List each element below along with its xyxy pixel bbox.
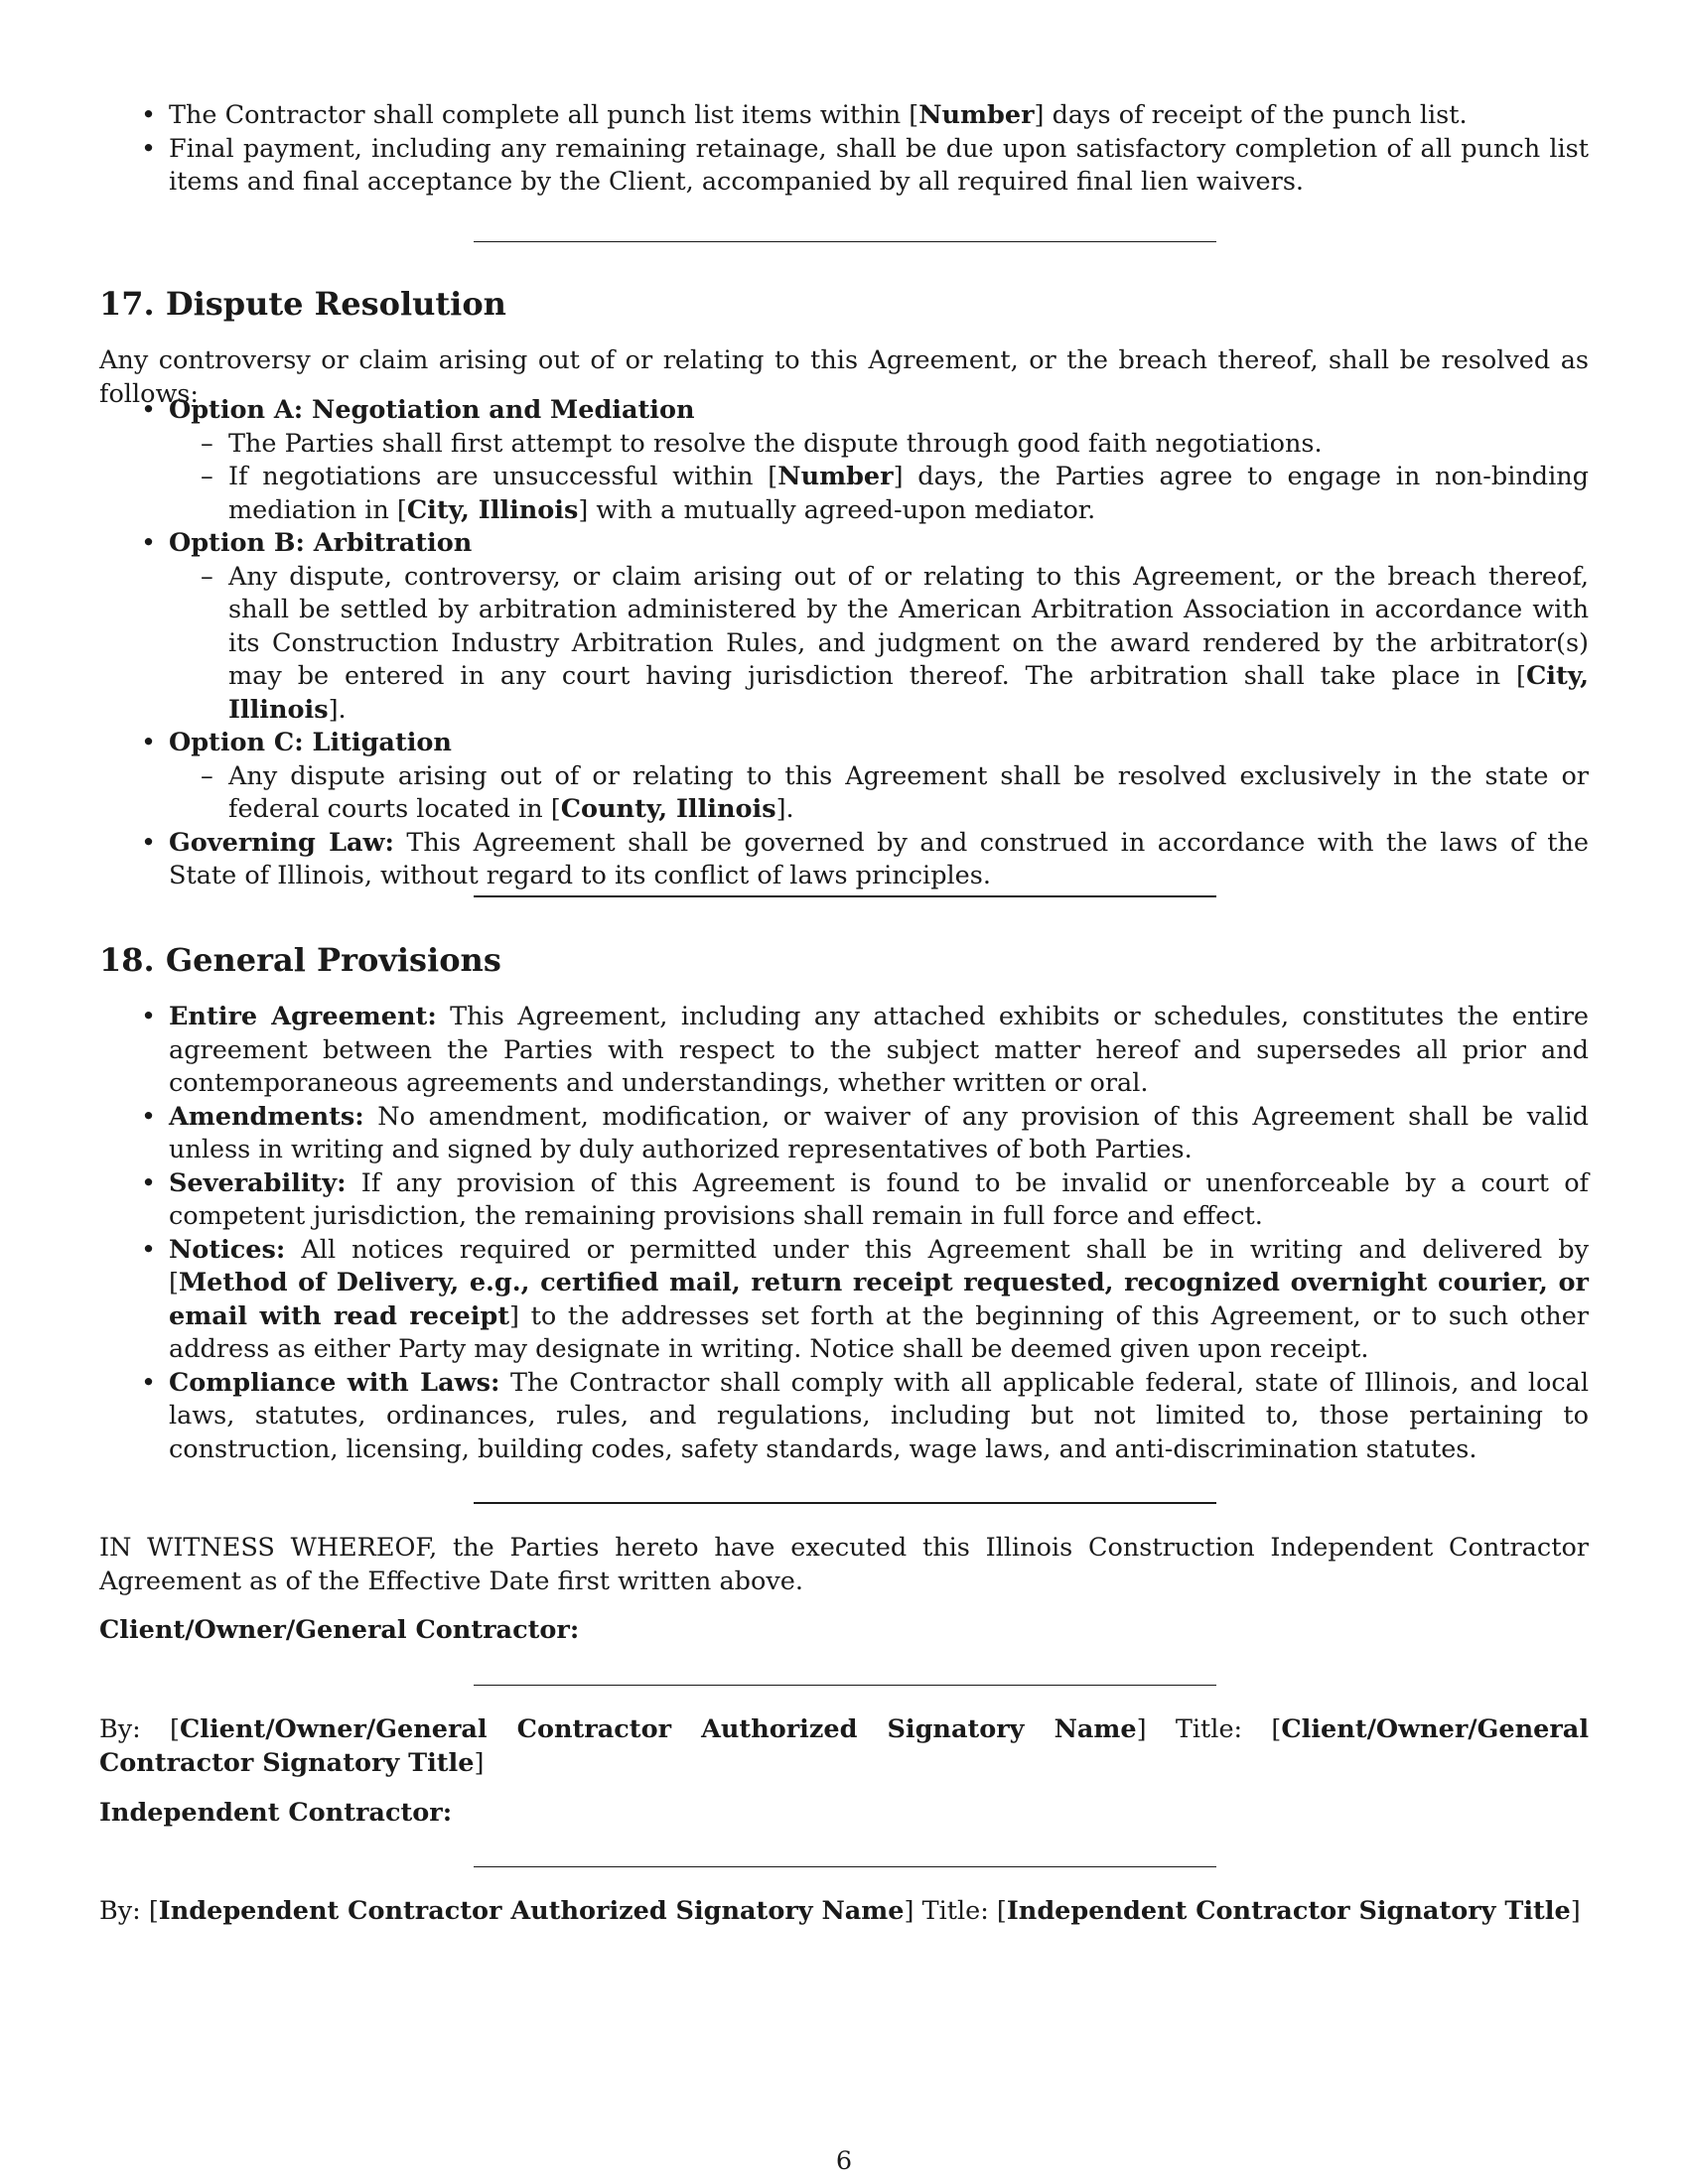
contractor-signatory: By: [Independent Contractor Authorized Signatory Name] Title: [Independent Contractor Signatory Title]: [99, 1896, 1581, 1926]
option-a: [99, 394, 1589, 527]
list-item: • Entire Agreement: This Agreement, including any attached exhibits or schedules, constitutes the entire agreement between the Parties with respect to the subject matter hereof and supersedes all prior and contemporaneous agreements and understandings, whether written or oral.: [99, 1001, 1589, 1101]
list-item: • Compliance with Laws: The Contractor shall comply with all applicable federal, state of Illinois, and local laws, statutes, ordinances, rules, and regulations, including but not limited to, those pertaining to construction, licensing, building codes, safety standards, wage laws, and anti-discrimination statutes.: [99, 1367, 1589, 1467]
client-signatory: By: [Client/Owner/General Contractor Authorized Signatory Name] Title: [Client/Owner/General Contractor Signatory Title]: [99, 1714, 1590, 1778]
option-a-title: Option A: Negotiation and Mediation: [169, 395, 695, 425]
page-number: 6: [835, 2146, 853, 2176]
list-item: • Final payment, including any remaining retainage, shall be due upon satisfactory completion of all punch list items and final acceptance by the Client, accompanied by all required final lien waivers.: [99, 133, 1589, 200]
option-c: [99, 727, 1589, 827]
contractor-signature-line: [474, 1866, 1216, 1867]
list-item: • The Contractor shall complete all punch list items within [Number] days of receipt of the punch list.: [99, 99, 1589, 133]
section-divider: [474, 895, 1216, 897]
client-label: Client/Owner/General Contractor:: [99, 1615, 580, 1645]
contractor-label: Independent Contractor:: [99, 1798, 453, 1828]
list-item: • Severability: If any provision of this Agreement is found to be invalid or unenforceable by a court of competent jurisdiction, the remaining provisions shall remain in full force and effect.: [99, 1167, 1589, 1234]
list-item: • Notices: All notices required or permitted under this Agreement shall be in writing and delivered by [Method of Delivery, e.g., certified mail, return receipt requested, recognized overnight courier, or email with read receipt] to the addresses set forth at the beginning of this Agreement, or to such other address as either Party may designate in writing. Notice shall be deemed given upon receipt.: [99, 1234, 1589, 1367]
list-item: • Amendments: No amendment, modification, or waiver of any provision of this Agreement shall be valid unless in writing and signed by duly authorized representatives of both Parties.: [99, 1101, 1589, 1167]
witness-statement: IN WITNESS WHEREOF, the Parties hereto have executed this Illinois Construction Independent Contractor Agreement as of the Effective Date first written above.: [99, 1533, 1589, 1596]
section-18-heading: 18. General Provisions: [99, 941, 501, 979]
section-17-heading: 17. Dispute Resolution: [99, 285, 506, 323]
option-c-title: Option C: Litigation: [169, 728, 452, 757]
governing-law: • Governing Law: This Agreement shall be governed by and construed in accordance with the laws of the State of Illinois, without regard to its conflict of laws principles.: [99, 827, 1589, 893]
dispute-options: [99, 394, 1589, 893]
section-17-intro: Any controversy or claim arising out of or relating to this Agreement, or the breach thereof, shall be resolved as follows:: [99, 345, 1589, 409]
list-item: – If negotiations are unsuccessful within [Number] days, the Parties agree to engage in non-binding mediation in [City, Illinois] with a mutually agreed-upon mediator.: [169, 461, 1589, 527]
option-b-title: Option B: Arbitration: [169, 528, 473, 558]
client-signature-line: [474, 1685, 1216, 1686]
option-b: [99, 527, 1589, 727]
section-divider: [474, 1502, 1216, 1504]
list-item: – The Parties shall first attempt to resolve the dispute through good faith negotiations.: [169, 428, 1589, 462]
list-item: – Any dispute arising out of or relating to this Agreement shall be resolved exclusively in the state or federal courts located in [County, Illinois].: [169, 760, 1589, 827]
general-provisions: [99, 1001, 1589, 1466]
list-item: – Any dispute, controversy, or claim arising out of or relating to this Agreement, or the breach thereof, shall be settled by arbitration administered by the American Arbitration Association in accordance with its Construction Industry Arbitration Rules, and judgment on the award rendered by the arbitrator(s) may be entered in any court having jurisdiction thereof. The arbitration shall take place in [City, Illinois].: [169, 561, 1589, 728]
punch-list-items: [99, 99, 1589, 200]
section-divider: [474, 241, 1216, 242]
